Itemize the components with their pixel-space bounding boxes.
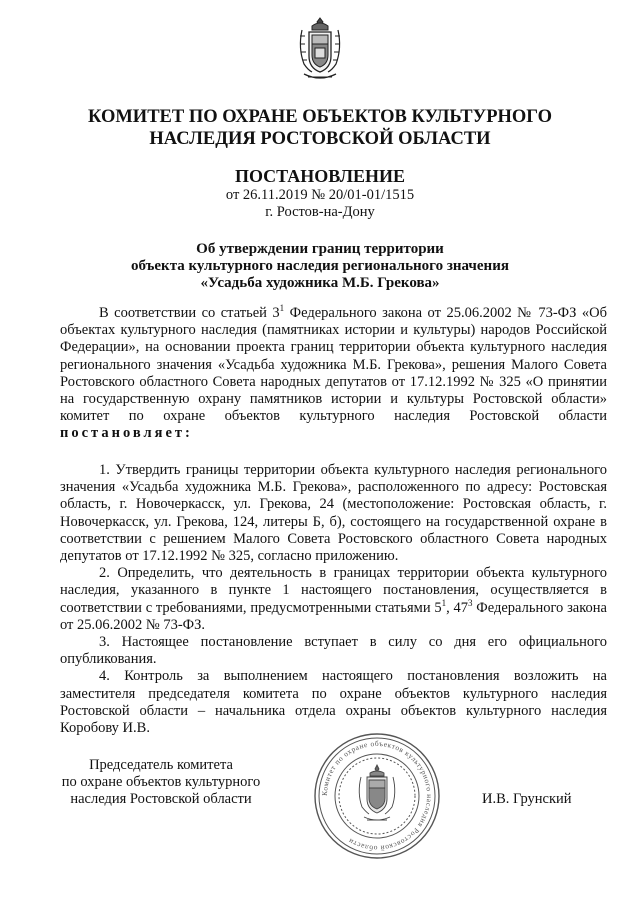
- item-2-superscript-2: 3: [468, 597, 473, 608]
- subject-line-1: Об утверждении границ территории: [196, 241, 444, 257]
- item-2-text-2: , 47: [446, 599, 469, 616]
- subject-line-2: объекта культурного наследия регионального значения: [131, 258, 509, 274]
- committee-line-2: НАСЛЕДИЯ РОСТОВСКОЙ ОБЛАСТИ: [149, 129, 491, 149]
- coat-of-arms-emblem: [294, 14, 346, 84]
- document-date-number: от 26.11.2019 № 20/01-01/1515: [225, 187, 415, 203]
- committee-name: [40, 106, 600, 150]
- document-type: ПОСТАНОВЛЕНИЕ: [234, 166, 406, 186]
- item-2-text-1: 2. Определить, что деятельность в границах территории объекта культурного наследия, указанного в пункте 1 настоящего постановления, осуществляется в соответствии с требованиями, предусмотренными статьями 5: [60, 565, 607, 616]
- decree-item-3: 3. Настоящее постановление вступает в силу со дня его официального опубликования.: [60, 634, 607, 668]
- committee-line-1: КОМИТЕТ ПО ОХРАНЕ ОБЪЕКТОВ КУЛЬТУРНОГО: [88, 107, 552, 127]
- seal-text: Комитет по охране объектов культурного наследия Ростовской области: [319, 738, 435, 854]
- preamble-paragraph: [60, 305, 607, 443]
- decree-item-2: [60, 565, 607, 634]
- preamble-superscript: 1: [279, 303, 285, 314]
- decree-items: [60, 462, 607, 737]
- decree-word: постановляет:: [60, 425, 193, 442]
- decree-item-1: 1. Утвердить границы территории объекта культурного наследия регионального значения «Усадьба художника М.Б. Грекова», расположенного по адресу: Ростовская область, г. Новочеркасск, ул. Грекова, 24 (местоположение: Ростовская область, г. Новочеркасск, ул. Грекова, 124, литеры Б, б), состоящего на государственной охране в соответствии с решением Малого Совета Ростовского областного Совета народных депутатов от 17.12.1992 № 325, согласно приложению.: [60, 462, 607, 565]
- signatory-position: [56, 757, 266, 808]
- document-city: г. Ростов-на-Дону: [265, 204, 375, 220]
- item-2-superscript-1: 1: [441, 597, 447, 608]
- subject-line-3: «Усадьба художника М.Б. Грекова»: [200, 275, 440, 291]
- signatory-name: И.В. Грунский: [482, 791, 572, 807]
- decree-item-4: 4. Контроль за выполнением настоящего постановления возложить на заместителя председателя комитета по охране объектов культурного наследия Ростовской области – начальника отдела охраны объектов культурного наследия Коробову И.В.: [60, 668, 607, 737]
- preamble-text-2: Федерального закона от 25.06.2002 № 73-ФЗ «Об объектах культурного наследия (памятниках истории и культуры) народов Российской Федерации», на основании проекта границ территории объекта культурного наследия регионального значения «Усадьба художника М.Б. Грекова», решения Малого Совета Ростовского областного Совета народных депутатов от 17.12.1992 № 325 «О принятии на государственную охрану памятников истории и культуры Ростовской области» комитет по охране объектов культурного наследия Ростовской области: [60, 305, 607, 425]
- official-seal-stamp: [312, 731, 442, 861]
- preamble: [60, 305, 607, 443]
- preamble-text-1: В соответствии со статьей 3: [99, 305, 280, 321]
- signatory-position-line-3: наследия Ростовской области: [70, 791, 252, 807]
- item-2-text-3: Федерального закона от 25.06.2002 № 73-ФЗ.: [60, 599, 607, 633]
- document-subject: [40, 241, 600, 292]
- signatory-position-line-1: Председатель комитета: [89, 757, 233, 773]
- signatory-position-line-2: по охране объектов культурного: [61, 774, 261, 790]
